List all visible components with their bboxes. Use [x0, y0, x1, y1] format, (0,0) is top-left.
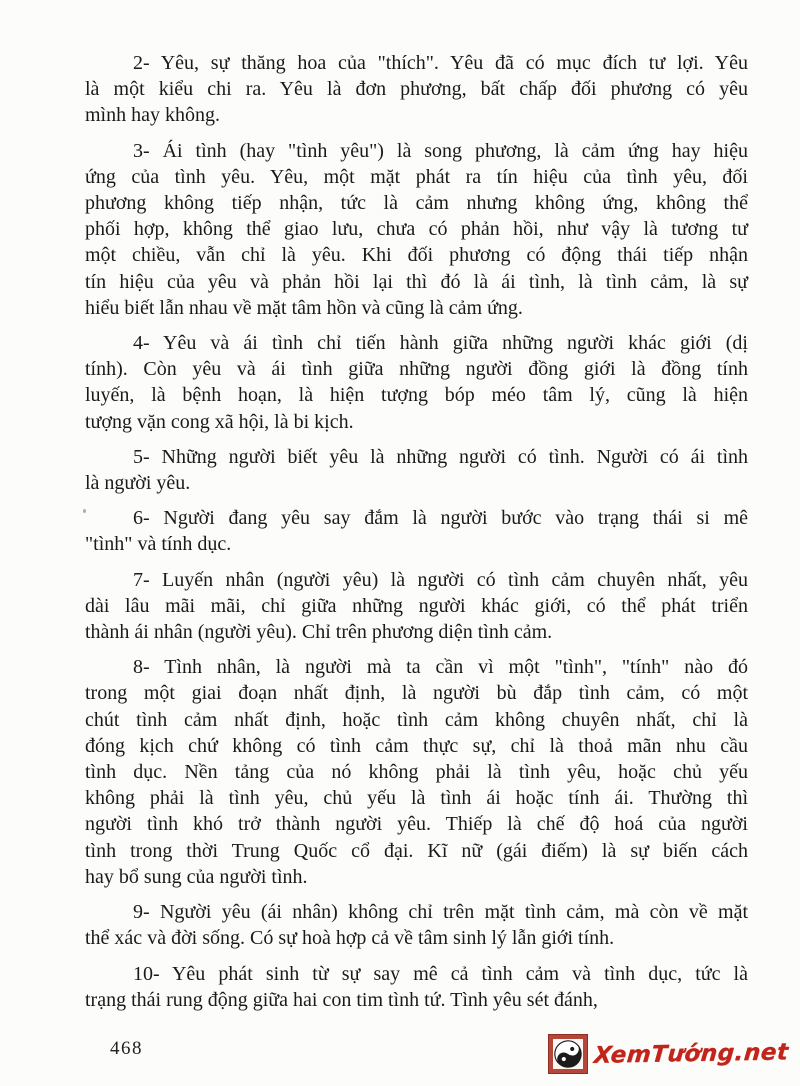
text-line: phương không tiếp nhận, tức là cảm nhưng không ứng, không thể	[85, 192, 748, 215]
yin-yang-icon	[549, 1035, 587, 1073]
paragraph-6	[85, 505, 748, 557]
text-line: hiểu biết lẫn nhau về mặt tâm hồn và cũng là cảm ứng.	[85, 296, 523, 319]
text-line: 7- Luyến nhân (người yêu) là người có tình cảm chuyên nhất, yêu	[133, 568, 748, 591]
page-number: 468	[110, 1038, 143, 1059]
paragraph-3	[85, 138, 748, 321]
text-line: tình trong thời Trung Quốc cổ đại. Kĩ nữ (gái điếm) là sự biến cách	[85, 839, 748, 862]
text-line: một chiều, vẫn chỉ là yêu. Khi đối phương có động thái tiếp nhận	[85, 244, 748, 267]
text-line: "tình" và tính dục.	[85, 533, 232, 556]
text-line: luyến, là bệnh hoạn, là hiện tượng bóp méo tâm lý, cũng là hiện	[85, 384, 748, 407]
paragraph-8	[85, 654, 748, 890]
text-line: tượng vặn cong xã hội, là bi kịch.	[85, 410, 354, 433]
text-line: thể xác và đời sống. Có sự hoà hợp cả về tâm sinh lý lẫn giới tính.	[85, 927, 615, 950]
text-line: tính). Còn yêu và ái tình giữa những người đồng giới là đồng tính	[85, 358, 748, 381]
text-line: 3- Ái tình (hay "tình yêu") là song phương, là cảm ứng hay hiệu	[133, 139, 748, 162]
text-line: người tình khó trở thành người yêu. Thiếp là chế độ hoá của người	[85, 813, 748, 836]
text-line: tình dục. Nền tảng của nó không phải là tình yêu, hoặc chủ yếu	[85, 761, 748, 784]
text-line: phối hợp, không thể giao lưu, chưa có phản hồi, như vậy là tương tư	[85, 218, 748, 241]
scan-artifact-dot	[83, 509, 86, 513]
text-line: dài lâu mãi mãi, chỉ giữa những người khác giới, có thể phát triển	[85, 594, 748, 617]
text-line: 2- Yêu, sự thăng hoa của "thích". Yêu đã có mục đích tư lợi. Yêu	[133, 52, 748, 74]
text-line: 10- Yêu phát sinh từ sự say mê cả tình cảm và tình dục, tức là	[133, 962, 748, 985]
text-line: hay bổ sung của người tình.	[85, 865, 308, 888]
text-line: 6- Người đang yêu say đắm là người bước vào trạng thái si mê	[133, 507, 748, 530]
text-line: ứng của tình yêu. Yêu, một mặt phát ra tín hiệu của tình yêu, đối	[85, 165, 748, 188]
text-line: 5- Những người biết yêu là những người có tình. Người có ái tình	[133, 445, 748, 468]
watermark-text: XemTướng.net	[592, 1039, 790, 1069]
text-line: không phải là tình yêu, chủ yếu là tình ái hoặc tính ái. Thường thì	[85, 787, 748, 810]
text-line: trong một giai đoạn nhất định, là người bù đắp tình cảm, có một	[85, 682, 748, 705]
text-line: 8- Tình nhân, là người mà ta cần vì một "tình", "tính" nào đó	[133, 656, 748, 679]
paragraph-4	[85, 330, 748, 435]
paragraph-7	[85, 567, 748, 646]
watermark	[549, 1035, 788, 1073]
page-footer	[0, 1030, 800, 1086]
text-line: chút tình cảm nhất định, hoặc tình cảm không chuyên nhất, chỉ là	[85, 708, 748, 731]
text-line: thành ái nhân (người yêu). Chỉ trên phương diện tình cảm.	[85, 621, 553, 644]
text-line: 4- Yêu và ái tình chỉ tiến hành giữa những người khác giới (dị	[133, 332, 748, 355]
text-line: đóng kịch chứ không có tình cảm thực sự, chỉ là thoả mãn nhu cầu	[85, 734, 748, 757]
text-line: là người yêu.	[85, 472, 191, 495]
paragraph-10	[85, 961, 748, 1013]
page-text	[85, 50, 748, 1022]
paragraph-9	[85, 899, 748, 951]
text-line: là một kiểu chi ra. Yêu là đơn phương, bất chấp đối phương có yêu	[85, 78, 748, 101]
paragraph-5	[85, 444, 748, 496]
paragraph-2	[85, 50, 748, 129]
text-line: trạng thái rung động giữa hai con tim tình tứ. Tình yêu sét đánh,	[85, 988, 598, 1011]
text-line: tín hiệu của yêu và phản hồi lại thì đó là ái tình, là tình cảm, là sự	[85, 270, 748, 293]
text-line: 9- Người yêu (ái nhân) không chỉ trên mặt tình cảm, mà còn về mặt	[133, 901, 748, 924]
text-line: mình hay không.	[85, 104, 220, 127]
